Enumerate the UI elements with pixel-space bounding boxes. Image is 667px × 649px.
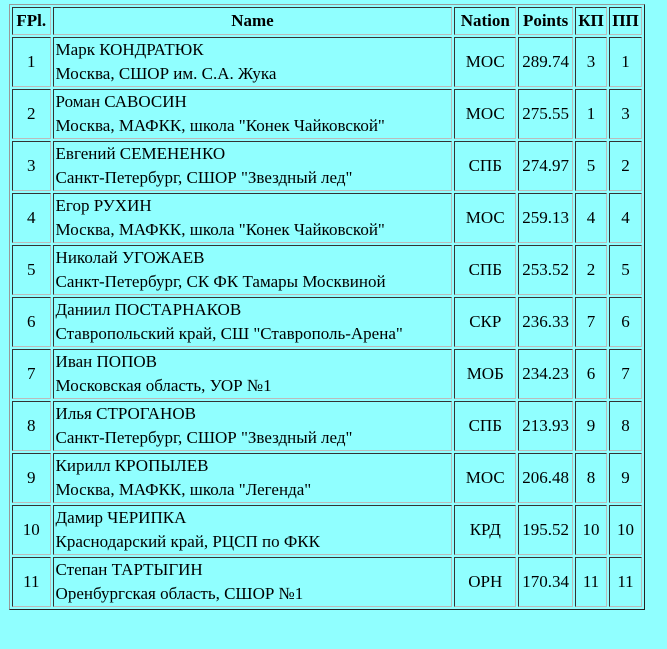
- cell-kp: 4: [575, 193, 607, 243]
- athlete-name: Егор РУХИН: [55, 196, 152, 215]
- athlete-club: Оренбургская область, СШОР №1: [55, 584, 304, 603]
- cell-place: 10: [12, 505, 51, 555]
- cell-nation: ОРН: [454, 557, 516, 607]
- cell-pp: 2: [609, 141, 642, 191]
- cell-points: 275.55: [518, 89, 573, 139]
- cell-points: 170.34: [518, 557, 573, 607]
- athlete-name: Николай УГОЖАЕВ: [55, 248, 205, 267]
- cell-place: 4: [12, 193, 51, 243]
- header-name: Name: [53, 7, 453, 35]
- cell-pp: 5: [609, 245, 642, 295]
- cell-kp: 10: [575, 505, 607, 555]
- header-row: [12, 7, 642, 35]
- table-row: [12, 193, 642, 243]
- cell-kp: 6: [575, 349, 607, 399]
- table-row: [12, 37, 642, 87]
- header-pp: ПП: [609, 7, 642, 35]
- cell-place: 1: [12, 37, 51, 87]
- athlete-club: Санкт-Петербург, СК ФК Тамары Москвиной: [55, 272, 386, 291]
- results-body: [12, 37, 642, 607]
- table-row: [12, 453, 642, 503]
- athlete-name: Илья СТРОГАНОВ: [55, 404, 196, 423]
- cell-place: 11: [12, 557, 51, 607]
- cell-name: [53, 193, 453, 243]
- cell-points: 236.33: [518, 297, 573, 347]
- cell-pp: 11: [609, 557, 642, 607]
- athlete-club: Краснодарский край, РЦСП по ФКК: [55, 532, 320, 551]
- cell-name: [53, 401, 453, 451]
- table-row: [12, 245, 642, 295]
- athlete-name: Роман САВОСИН: [55, 92, 187, 111]
- cell-points: 289.74: [518, 37, 573, 87]
- cell-kp: 5: [575, 141, 607, 191]
- cell-kp: 7: [575, 297, 607, 347]
- header-kp: КП: [575, 7, 607, 35]
- athlete-name: Иван ПОПОВ: [55, 352, 157, 371]
- cell-nation: СПБ: [454, 245, 516, 295]
- cell-nation: МОС: [454, 89, 516, 139]
- cell-place: 7: [12, 349, 51, 399]
- cell-place: 6: [12, 297, 51, 347]
- athlete-name: Степан ТАРТЫГИН: [55, 560, 203, 579]
- cell-name: [53, 297, 453, 347]
- athlete-club: Москва, МАФКК, школа "Конек Чайковской": [55, 220, 385, 239]
- results-table: [9, 4, 645, 610]
- cell-pp: 1: [609, 37, 642, 87]
- cell-pp: 9: [609, 453, 642, 503]
- cell-nation: СПБ: [454, 401, 516, 451]
- table-row: [12, 401, 642, 451]
- cell-name: [53, 141, 453, 191]
- header-points: Points: [518, 7, 573, 35]
- cell-points: 206.48: [518, 453, 573, 503]
- athlete-name: Кирилл КРОПЫЛЕВ: [55, 456, 209, 475]
- athlete-name: Марк КОНДРАТЮК: [55, 40, 204, 59]
- cell-points: 274.97: [518, 141, 573, 191]
- cell-name: [53, 557, 453, 607]
- cell-name: [53, 453, 453, 503]
- table-row: [12, 349, 642, 399]
- table-row: [12, 297, 642, 347]
- cell-nation: МОС: [454, 193, 516, 243]
- cell-name: [53, 505, 453, 555]
- athlete-name: Дамир ЧЕРИПКА: [55, 508, 187, 527]
- cell-pp: 10: [609, 505, 642, 555]
- cell-nation: МОС: [454, 453, 516, 503]
- cell-kp: 1: [575, 89, 607, 139]
- cell-name: [53, 89, 453, 139]
- cell-place: 9: [12, 453, 51, 503]
- athlete-club: Москва, МАФКК, школа "Легенда": [55, 480, 312, 499]
- cell-nation: КРД: [454, 505, 516, 555]
- athlete-club: Москва, МАФКК, школа "Конек Чайковской": [55, 116, 385, 135]
- table-row: [12, 141, 642, 191]
- header-nation: Nation: [454, 7, 516, 35]
- athlete-club: Санкт-Петербург, СШОР "Звездный лед": [55, 428, 353, 447]
- cell-pp: 7: [609, 349, 642, 399]
- table-row: [12, 89, 642, 139]
- cell-points: 259.13: [518, 193, 573, 243]
- table-row: [12, 505, 642, 555]
- cell-place: 5: [12, 245, 51, 295]
- cell-name: [53, 349, 453, 399]
- cell-nation: МОС: [454, 37, 516, 87]
- athlete-club: Ставропольский край, СШ "Ставрополь-Арена": [55, 324, 403, 343]
- cell-name: [53, 37, 453, 87]
- cell-kp: 11: [575, 557, 607, 607]
- cell-pp: 6: [609, 297, 642, 347]
- cell-name: [53, 245, 453, 295]
- cell-kp: 2: [575, 245, 607, 295]
- athlete-club: Московская область, УОР №1: [55, 376, 272, 395]
- cell-points: 213.93: [518, 401, 573, 451]
- cell-points: 253.52: [518, 245, 573, 295]
- cell-nation: МОБ: [454, 349, 516, 399]
- athlete-name: Евгений СЕМЕНЕНКО: [55, 144, 226, 163]
- athlete-club: Москва, СШОР им. С.А. Жука: [55, 64, 277, 83]
- cell-pp: 4: [609, 193, 642, 243]
- cell-place: 2: [12, 89, 51, 139]
- cell-nation: СПБ: [454, 141, 516, 191]
- cell-place: 8: [12, 401, 51, 451]
- cell-nation: СКР: [454, 297, 516, 347]
- cell-place: 3: [12, 141, 51, 191]
- cell-pp: 3: [609, 89, 642, 139]
- cell-kp: 9: [575, 401, 607, 451]
- cell-kp: 3: [575, 37, 607, 87]
- athlete-club: Санкт-Петербург, СШОР "Звездный лед": [55, 168, 353, 187]
- cell-kp: 8: [575, 453, 607, 503]
- cell-points: 234.23: [518, 349, 573, 399]
- header-place: FPl.: [12, 7, 51, 35]
- table-row: [12, 557, 642, 607]
- athlete-name: Даниил ПОСТАРНАКОВ: [55, 300, 242, 319]
- cell-points: 195.52: [518, 505, 573, 555]
- cell-pp: 8: [609, 401, 642, 451]
